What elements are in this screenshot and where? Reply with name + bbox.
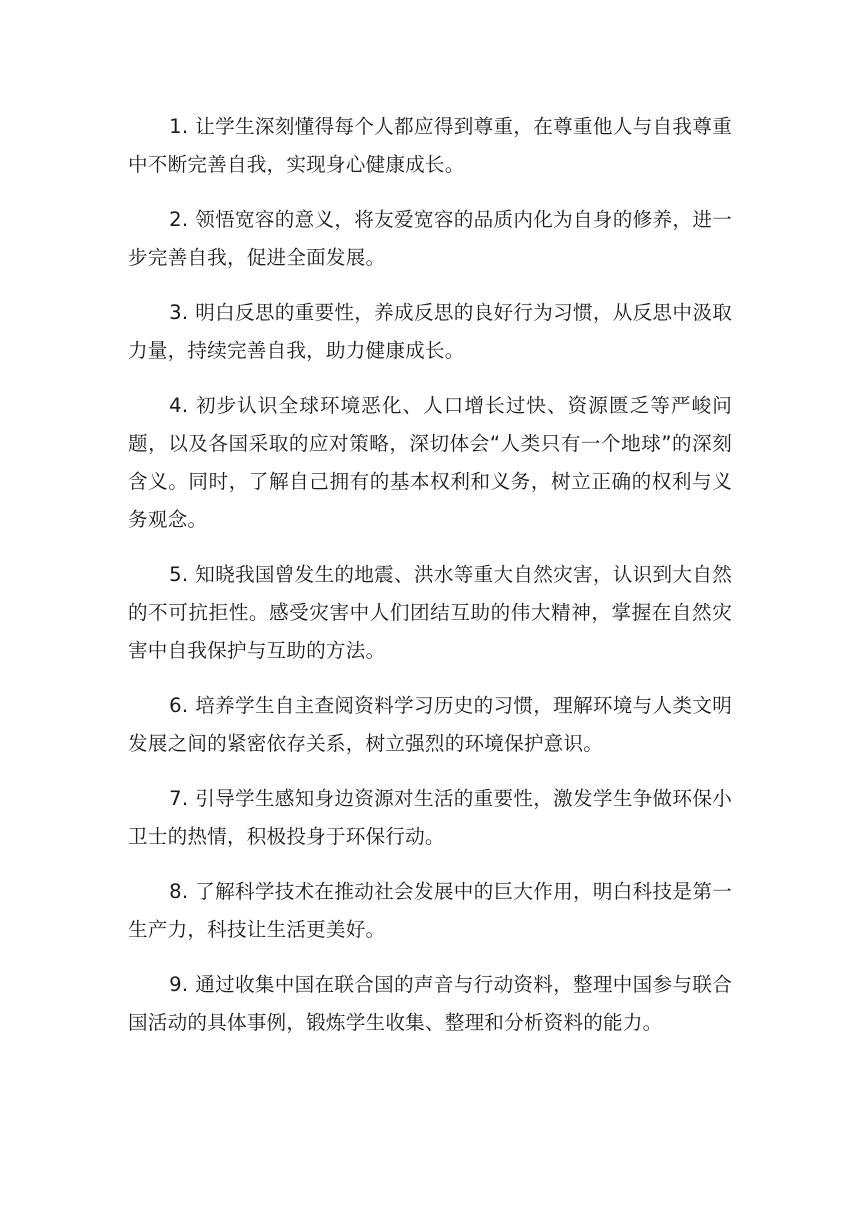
item-number: 1. bbox=[169, 115, 189, 138]
item-number: 8. bbox=[169, 880, 189, 903]
list-item bbox=[128, 966, 732, 1042]
item-number: 7. bbox=[169, 787, 189, 810]
item-text: 领悟宽容的意义，将友爱宽容的品质内化为自身的修养，进一步完善自我，促进全面发展。 bbox=[128, 208, 732, 269]
objectives-list bbox=[128, 108, 732, 1059]
item-text: 培养学生自主查阅资料学习历史的习惯，理解环境与人类文明发展之间的紧密依存关系，树立强烈的环境保护意识。 bbox=[128, 694, 732, 755]
item-number: 6. bbox=[169, 694, 189, 717]
list-item bbox=[128, 201, 732, 277]
item-text: 让学生深刻懂得每个人都应得到尊重，在尊重他人与自我尊重中不断完善自我，实现身心健康成长。 bbox=[128, 115, 732, 176]
list-item bbox=[128, 780, 732, 856]
item-number: 3. bbox=[169, 301, 189, 324]
item-text: 通过收集中国在联合国的声音与行动资料，整理中国参与联合国活动的具体事例，锻炼学生收集、整理和分析资料的能力。 bbox=[128, 973, 732, 1034]
item-number: 9. bbox=[169, 973, 189, 996]
item-text: 引导学生感知身边资源对生活的重要性，激发学生争做环保小卫士的热情，积极投身于环保行动。 bbox=[128, 787, 732, 848]
list-item bbox=[128, 873, 732, 949]
list-item bbox=[128, 108, 732, 184]
item-number: 4. bbox=[169, 394, 189, 417]
item-number: 5. bbox=[169, 563, 189, 586]
item-text: 知晓我国曾发生的地震、洪水等重大自然灾害，认识到大自然的不可抗拒性。感受灾害中人们团结互助的伟大精神，掌握在自然灾害中自我保护与互助的方法。 bbox=[128, 563, 732, 662]
item-text: 了解科学技术在推动社会发展中的巨大作用，明白科技是第一生产力，科技让生活更美好。 bbox=[128, 880, 732, 941]
item-text: 初步认识全球环境恶化、人口增长过快、资源匮乏等严峻问题，以及各国采取的应对策略，深切体会“人类只有一个地球”的深刻含义。同时，了解自己拥有的基本权利和义务，树立正确的权利与义务观念。 bbox=[128, 394, 732, 531]
list-item bbox=[128, 387, 732, 539]
list-item bbox=[128, 687, 732, 763]
list-item bbox=[128, 556, 732, 670]
list-item bbox=[128, 294, 732, 370]
item-number: 2. bbox=[169, 208, 189, 231]
item-text: 明白反思的重要性，养成反思的良好行为习惯，从反思中汲取力量，持续完善自我，助力健康成长。 bbox=[128, 301, 732, 362]
